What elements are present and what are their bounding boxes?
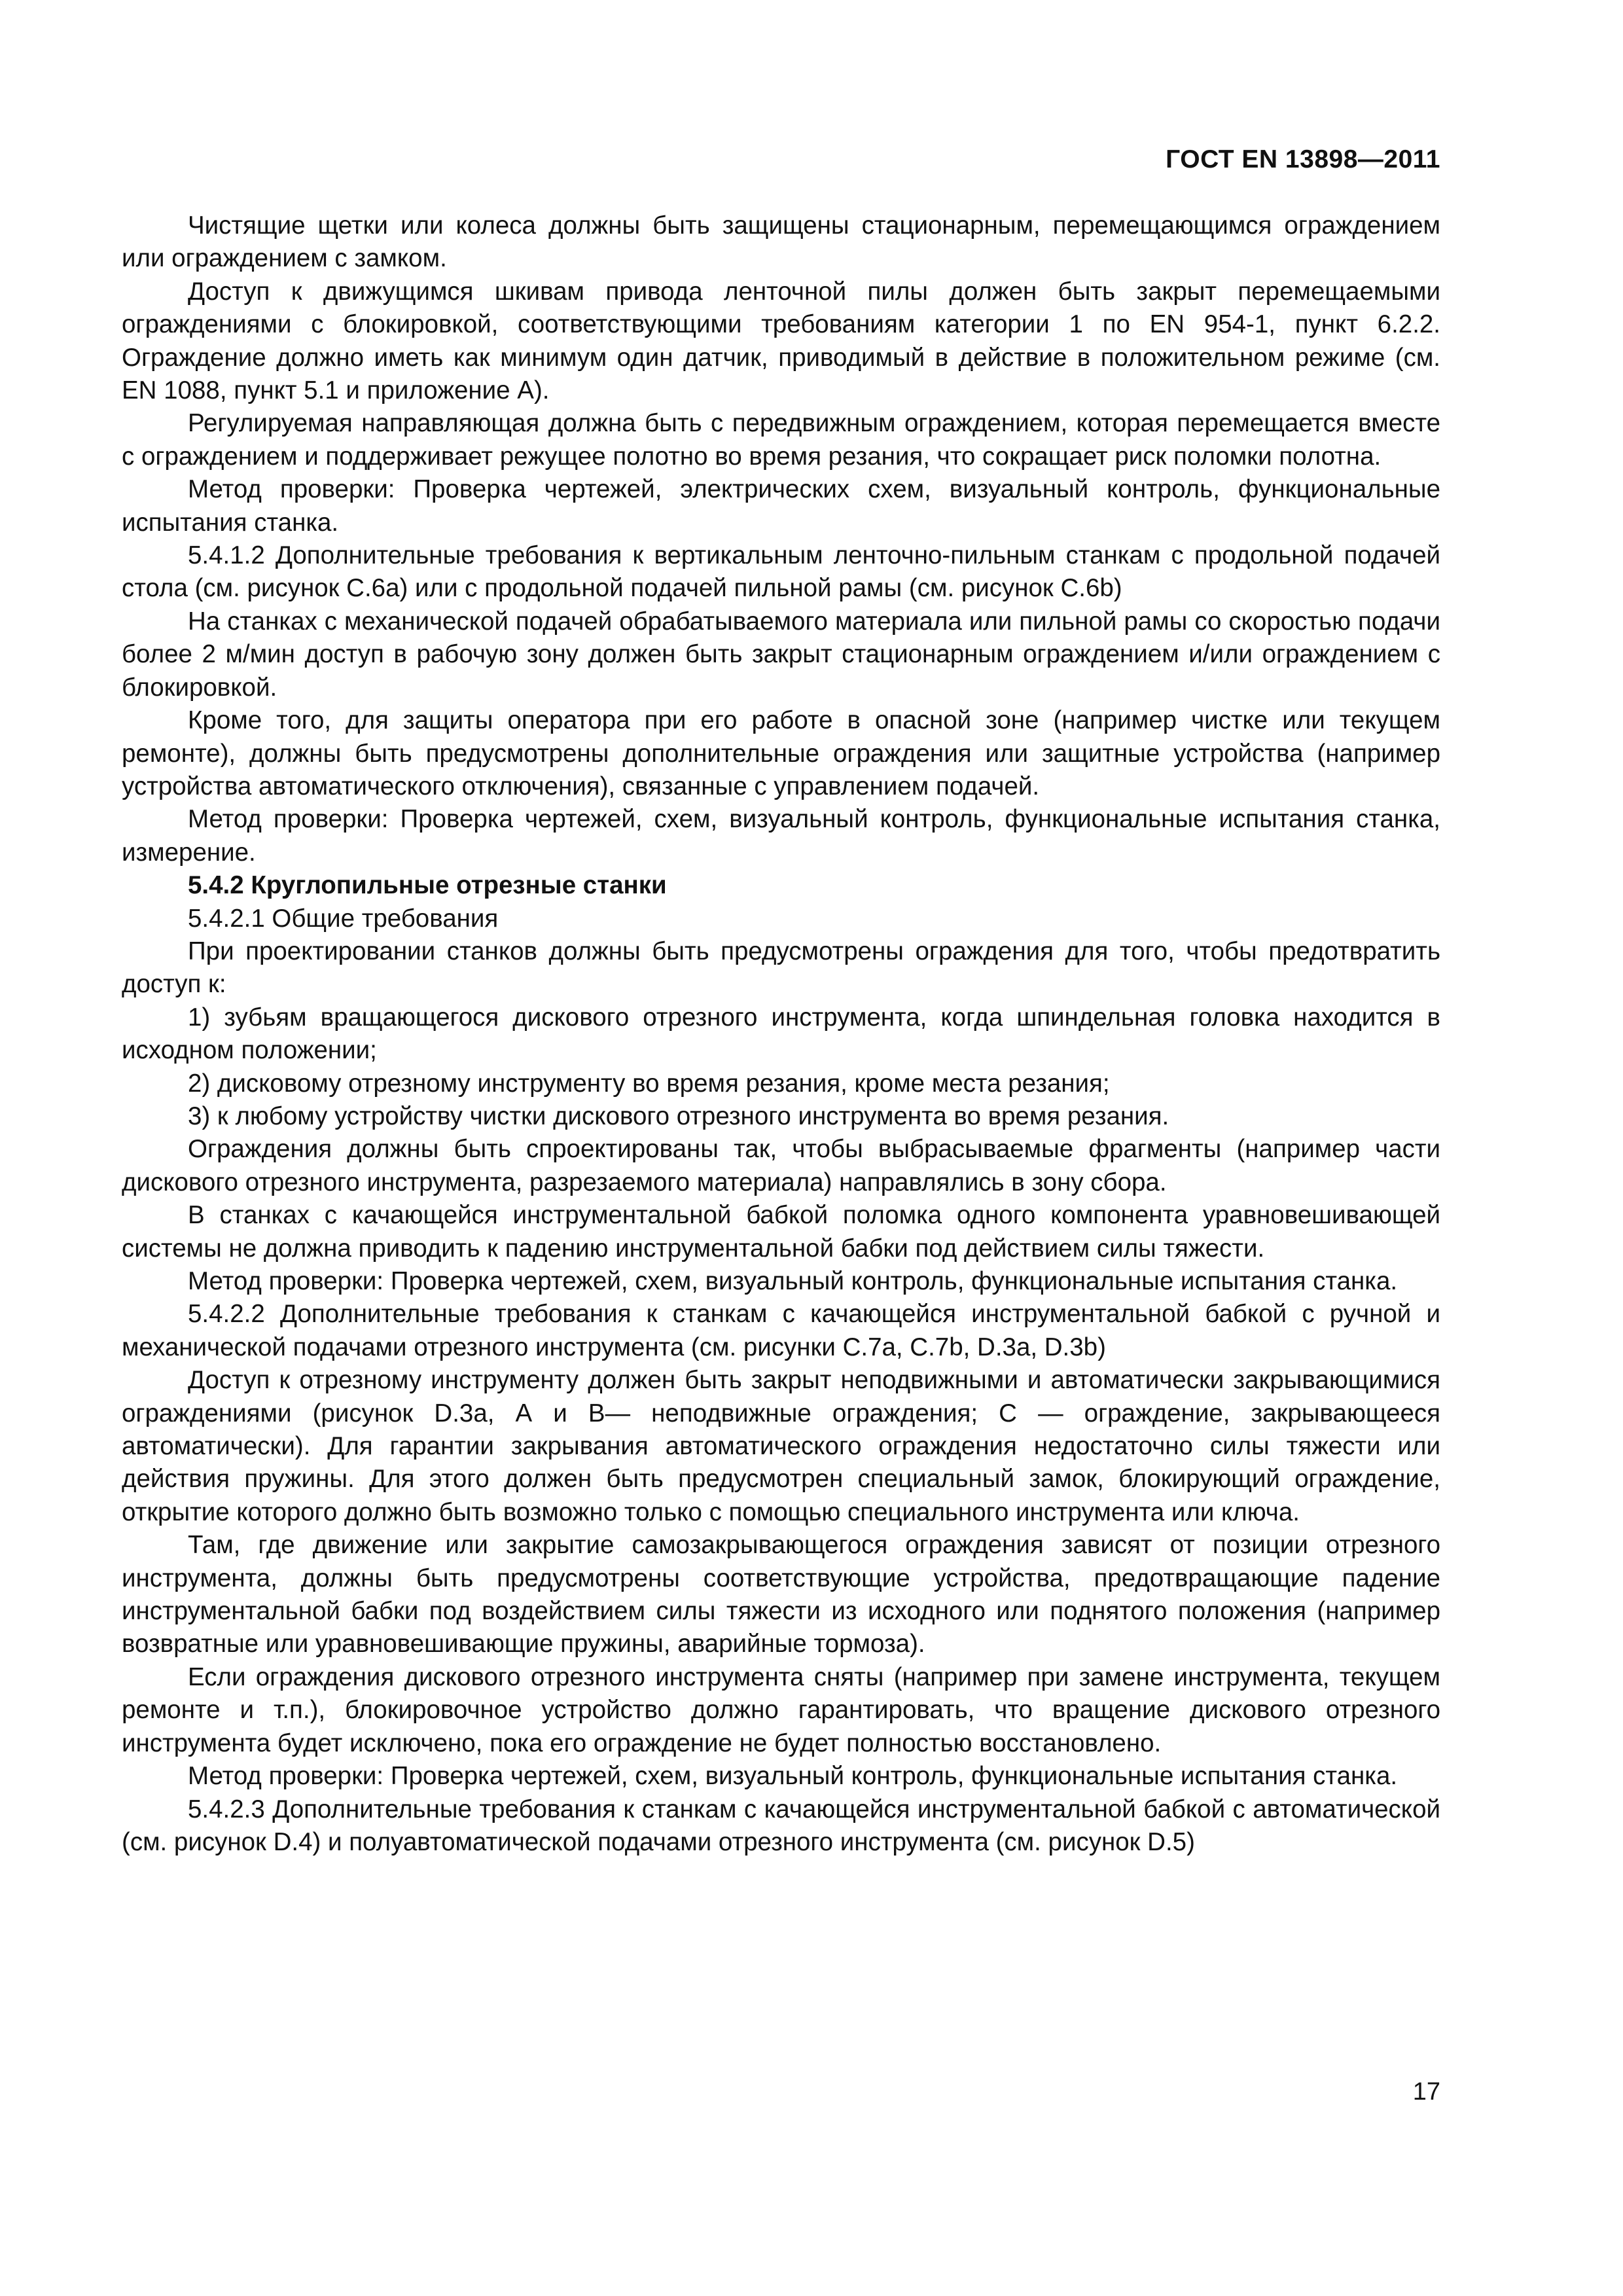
paragraph: На станках с механической подачей обрабатываемого материала или пильной рамы со скоростью подачи более 2 м/мин доступ в рабочую зону должен быть закрыт стационарным ограждением и/или ограждением с блокировкой. (122, 607, 1440, 702)
paragraph: Метод проверки: Проверка чертежей, схем, визуальный контроль, функциональные испытания станка, измерение. (122, 805, 1440, 867)
paragraph: Метод проверки: Проверка чертежей, схем, визуальный контроль, функциональные испытания станка. (188, 1267, 1398, 1295)
standard-header: ГОСТ EN 13898—2011 (1166, 145, 1440, 173)
section-heading-5-4-2-3: 5.4.2.3 Дополнительные требования к станкам с качающейся инструментальной бабкой с автоматической (см. рисунок D.4) и полуавтоматической подачами отрезного инструмента (см. рисунок D.5) (122, 1795, 1440, 1856)
paragraph: Доступ к движущимся шкивам привода ленточной пилы должен быть закрыт перемещаемыми ограждениями с блокировкой, соответствующими требованиям категории 1 по EN 954-1, пункт 6.2.2. Ограждение должно иметь как минимум один датчик, приводимый в действие в положительном режиме (см. EN 1088, пункт 5.1 и приложение А). (122, 277, 1440, 405)
paragraph: Если ограждения дискового отрезного инструмента сняты (например при замене инструмента, текущем ремонте и т.п.), блокировочное устройство должно гарантировать, что вращение дискового отрезного инструмента будет исключено, пока его ограждение не будет полностью восстановлено. (122, 1662, 1440, 1757)
body-text (122, 209, 1440, 1859)
list-item: 3) к любому устройству чистки дискового отрезного инструмента во время резания. (188, 1102, 1169, 1130)
paragraph: При проектировании станков должны быть предусмотрены ограждения для того, чтобы предотвратить доступ к: (122, 937, 1440, 999)
section-heading-5-4-2: 5.4.2 Круглопильные отрезные станки (188, 871, 667, 900)
section-heading-5-4-2-2: 5.4.2.2 Дополнительные требования к станкам с качающейся инструментальной бабкой с ручной и механической подачами отрезного инструмента (см. рисунки С.7а, С.7b, D.3а, D.3b) (122, 1300, 1440, 1361)
paragraph: В станках с качающейся инструментальной бабкой поломка одного компонента уравновешивающей системы не должна приводить к падению инструментальной бабки под действием силы тяжести. (122, 1201, 1440, 1263)
list-item: 2) дисковому отрезному инструменту во время резания, кроме места резания; (188, 1069, 1110, 1098)
paragraph: Доступ к отрезному инструменту должен быть закрыт неподвижными и автоматически закрывающимися ограждениями (рисунок D.3а, А и В— неподвижные ограждения; С — ограждение, закрывающееся автоматически). Для гарантии закрывания автоматического ограждения недостаточно силы тяжести или действия пружины. Для этого должен быть предусмотрен специальный замок, блокирующий ограждение, открытие которого должно быть возможно только с помощью специального инструмента или ключа. (122, 1366, 1440, 1526)
list-item: 1) зубьям вращающегося дискового отрезного инструмента, когда шпиндельная головка находится в исходном положении; (122, 1003, 1440, 1065)
paragraph: Метод проверки: Проверка чертежей, электрических схем, визуальный контроль, функциональные испытания станка. (122, 475, 1440, 537)
paragraph: Чистящие щетки или колеса должны быть защищены стационарным, перемещающимся ограждением или ограждением с замком. (122, 211, 1440, 273)
paragraph: Там, где движение или закрытие самозакрывающегося ограждения зависят от позиции отрезного инструмента, должны быть предусмотрены соответствующие устройства, предотвращающие падение инструментальной бабки под воздействием силы тяжести из исходного или поднятого положения (например возвратные или уравновешивающие пружины, аварийные тормоза). (122, 1531, 1440, 1659)
paragraph: Регулируемая направляющая должна быть с передвижным ограждением, которая перемещается вместе с ограждением и поддерживает режущее полотно во время резания, что сокращает риск поломки полотна. (122, 409, 1440, 471)
page-number: 17 (1412, 2078, 1440, 2106)
paragraph: Кроме того, для защиты оператора при его работе в опасной зоне (например чистке или текущем ремонте), должны быть предусмотрены дополнительные ограждения или защитные устройства (например устройства автоматического отключения), связанные с управлением подачей. (122, 706, 1440, 800)
paragraph: Ограждения должны быть спроектированы так, чтобы выбрасываемые фрагменты (например части дискового отрезного инструмента, разрезаемого материала) направлялись в зону сбора. (122, 1135, 1440, 1196)
section-heading-5-4-1-2: 5.4.1.2 Дополнительные требования к вертикальным ленточно-пильным станкам с продольной подачей стола (см. рисунок С.6а) или с продольной подачей пильной рамы (см. рисунок С.6b) (122, 541, 1440, 603)
section-heading-5-4-2-1: 5.4.2.1 Общие требования (188, 904, 499, 933)
paragraph: Метод проверки: Проверка чертежей, схем, визуальный контроль, функциональные испытания станка. (188, 1762, 1398, 1791)
